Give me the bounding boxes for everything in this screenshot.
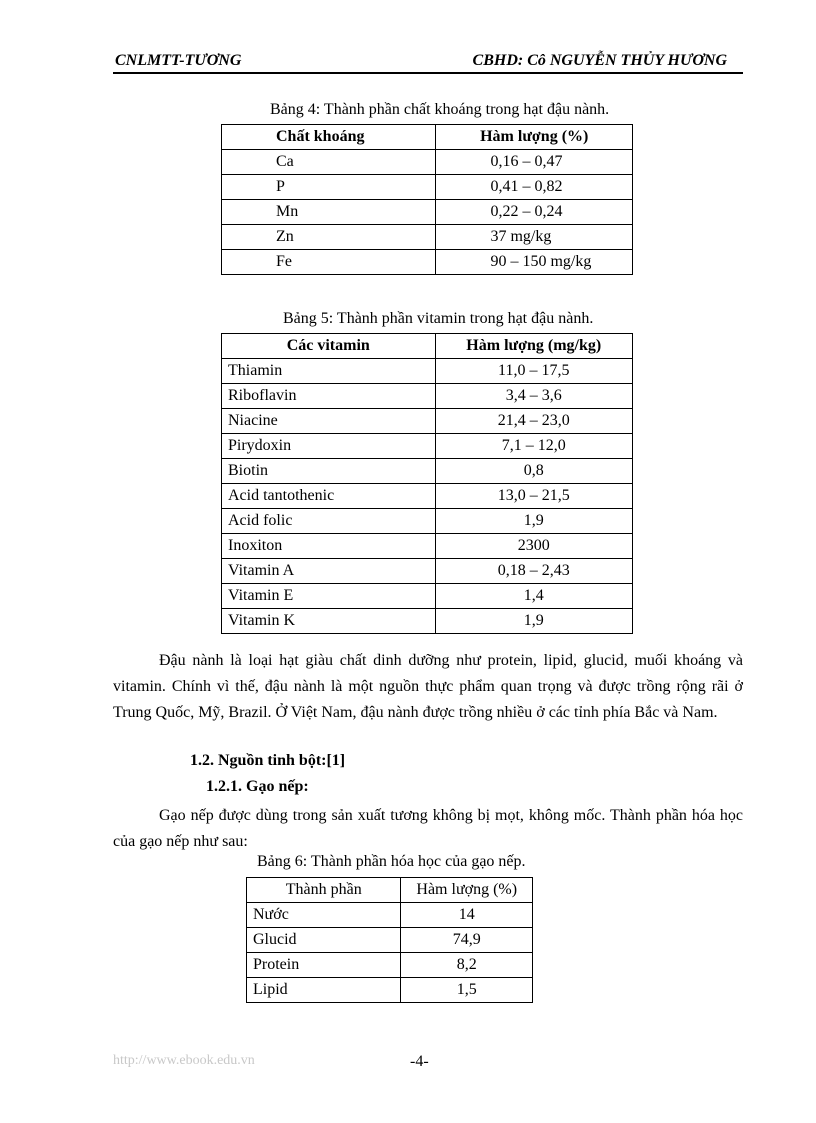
table-cell: Ca bbox=[222, 150, 436, 175]
table-cell: 1,9 bbox=[435, 609, 633, 634]
table-cell: 1,9 bbox=[435, 509, 633, 534]
table6-caption: Bảng 6: Thành phần hóa học của gạo nếp. bbox=[257, 853, 526, 870]
table-cell: 74,9 bbox=[401, 928, 533, 953]
table-cell: 0,41 – 0,82 bbox=[436, 175, 633, 200]
table6-header-cell: Hàm lượng (%) bbox=[401, 878, 533, 903]
table-cell: 2300 bbox=[435, 534, 633, 559]
table-cell: 7,1 – 12,0 bbox=[435, 434, 633, 459]
table5-header-row bbox=[222, 334, 633, 359]
table-row bbox=[247, 953, 533, 978]
table-cell: Fe bbox=[222, 250, 436, 275]
table-cell: Thiamin bbox=[222, 359, 436, 384]
table-row bbox=[222, 609, 633, 634]
heading-1-2-1: 1.2.1. Gạo nếp: bbox=[206, 778, 309, 795]
table-cell: 21,4 – 23,0 bbox=[435, 409, 633, 434]
paragraph-soybean-text: Đậu nành là loại hạt giàu chất dinh dưỡng như protein, lipid, glucid, muối khoáng và vitamin. Chính vì thế, đậu nành là một nguồn thực phẩm quan trọng và được trồng rộng rãi ở Trung Quốc, Mỹ, Brazil. Ở Việt Nam, đậu nành được trồng nhiều ở các tỉnh phía Bắc và Nam. bbox=[113, 652, 743, 721]
table-cell: Acid folic bbox=[222, 509, 436, 534]
table4-header-cell: Hàm lượng (%) bbox=[436, 125, 633, 150]
table-row bbox=[222, 584, 633, 609]
table-row bbox=[222, 384, 633, 409]
table-row bbox=[222, 409, 633, 434]
table4-caption: Bảng 4: Thành phần chất khoáng trong hạt đậu nành. bbox=[270, 101, 610, 118]
page-header bbox=[113, 50, 743, 74]
table-row bbox=[222, 459, 633, 484]
table-row bbox=[222, 200, 633, 225]
table6-header-cell: Thành phần bbox=[247, 878, 401, 903]
table-row bbox=[222, 359, 633, 384]
table-row bbox=[222, 250, 633, 275]
table-cell: Biotin bbox=[222, 459, 436, 484]
table-cell: 1,5 bbox=[401, 978, 533, 1003]
paragraph-soybean bbox=[113, 648, 743, 726]
paragraph-glutinous-rice-text: Gạo nếp được dùng trong sản xuất tương không bị mọt, không mốc. Thành phần hóa học của gạo nếp như sau: bbox=[113, 807, 743, 850]
table-row bbox=[222, 150, 633, 175]
header-left: CNLMTT-TƯƠNG bbox=[115, 52, 242, 69]
table4-header-cell: Chất khoáng bbox=[222, 125, 436, 150]
table-cell: 90 – 150 mg/kg bbox=[436, 250, 633, 275]
table-cell: Niacine bbox=[222, 409, 436, 434]
table-cell: 8,2 bbox=[401, 953, 533, 978]
table-cell: 0,16 – 0,47 bbox=[436, 150, 633, 175]
table-cell: Vitamin A bbox=[222, 559, 436, 584]
table6-header-row bbox=[247, 878, 533, 903]
table5-header-cell: Các vitamin bbox=[222, 334, 436, 359]
table-cell: Vitamin K bbox=[222, 609, 436, 634]
table-cell: Zn bbox=[222, 225, 436, 250]
table-cell: Protein bbox=[247, 953, 401, 978]
page-number: -4- bbox=[410, 1053, 429, 1070]
table-row bbox=[222, 175, 633, 200]
table-cell: 14 bbox=[401, 903, 533, 928]
table-row bbox=[247, 928, 533, 953]
table-cell: 3,4 – 3,6 bbox=[435, 384, 633, 409]
table-row bbox=[222, 559, 633, 584]
table-cell: Nước bbox=[247, 903, 401, 928]
table5 bbox=[221, 333, 633, 634]
table-cell: Vitamin E bbox=[222, 584, 436, 609]
table5-header-cell: Hàm lượng (mg/kg) bbox=[435, 334, 633, 359]
table-cell: Riboflavin bbox=[222, 384, 436, 409]
table-row bbox=[222, 534, 633, 559]
table-cell: 1,4 bbox=[435, 584, 633, 609]
table-cell: P bbox=[222, 175, 436, 200]
header-right: CBHD: Cô NGUYỄN THỦY HƯƠNG bbox=[472, 52, 727, 69]
table4-header-row bbox=[222, 125, 633, 150]
table-row bbox=[222, 484, 633, 509]
table-cell: Mn bbox=[222, 200, 436, 225]
table-cell: Glucid bbox=[247, 928, 401, 953]
table-row bbox=[222, 434, 633, 459]
table-cell: Inoxiton bbox=[222, 534, 436, 559]
table-cell: 0,8 bbox=[435, 459, 633, 484]
table-cell: 11,0 – 17,5 bbox=[435, 359, 633, 384]
paragraph-glutinous-rice bbox=[113, 803, 743, 855]
table4 bbox=[221, 124, 633, 275]
table-row bbox=[222, 225, 633, 250]
table6 bbox=[246, 877, 533, 1003]
heading-1-2: 1.2. Nguồn tinh bột:[1] bbox=[190, 752, 346, 769]
footer-url[interactable]: http://www.ebook.edu.vn bbox=[113, 1053, 255, 1068]
table-row bbox=[247, 903, 533, 928]
table-cell: 37 mg/kg bbox=[436, 225, 633, 250]
table5-caption: Bảng 5: Thành phần vitamin trong hạt đậu nành. bbox=[283, 310, 594, 327]
table-cell: Lipid bbox=[247, 978, 401, 1003]
table-cell: 0,22 – 0,24 bbox=[436, 200, 633, 225]
table-row bbox=[247, 978, 533, 1003]
table-cell: Pirydoxin bbox=[222, 434, 436, 459]
table-row bbox=[222, 509, 633, 534]
table-cell: 13,0 – 21,5 bbox=[435, 484, 633, 509]
table-cell: 0,18 – 2,43 bbox=[435, 559, 633, 584]
table-cell: Acid tantothenic bbox=[222, 484, 436, 509]
